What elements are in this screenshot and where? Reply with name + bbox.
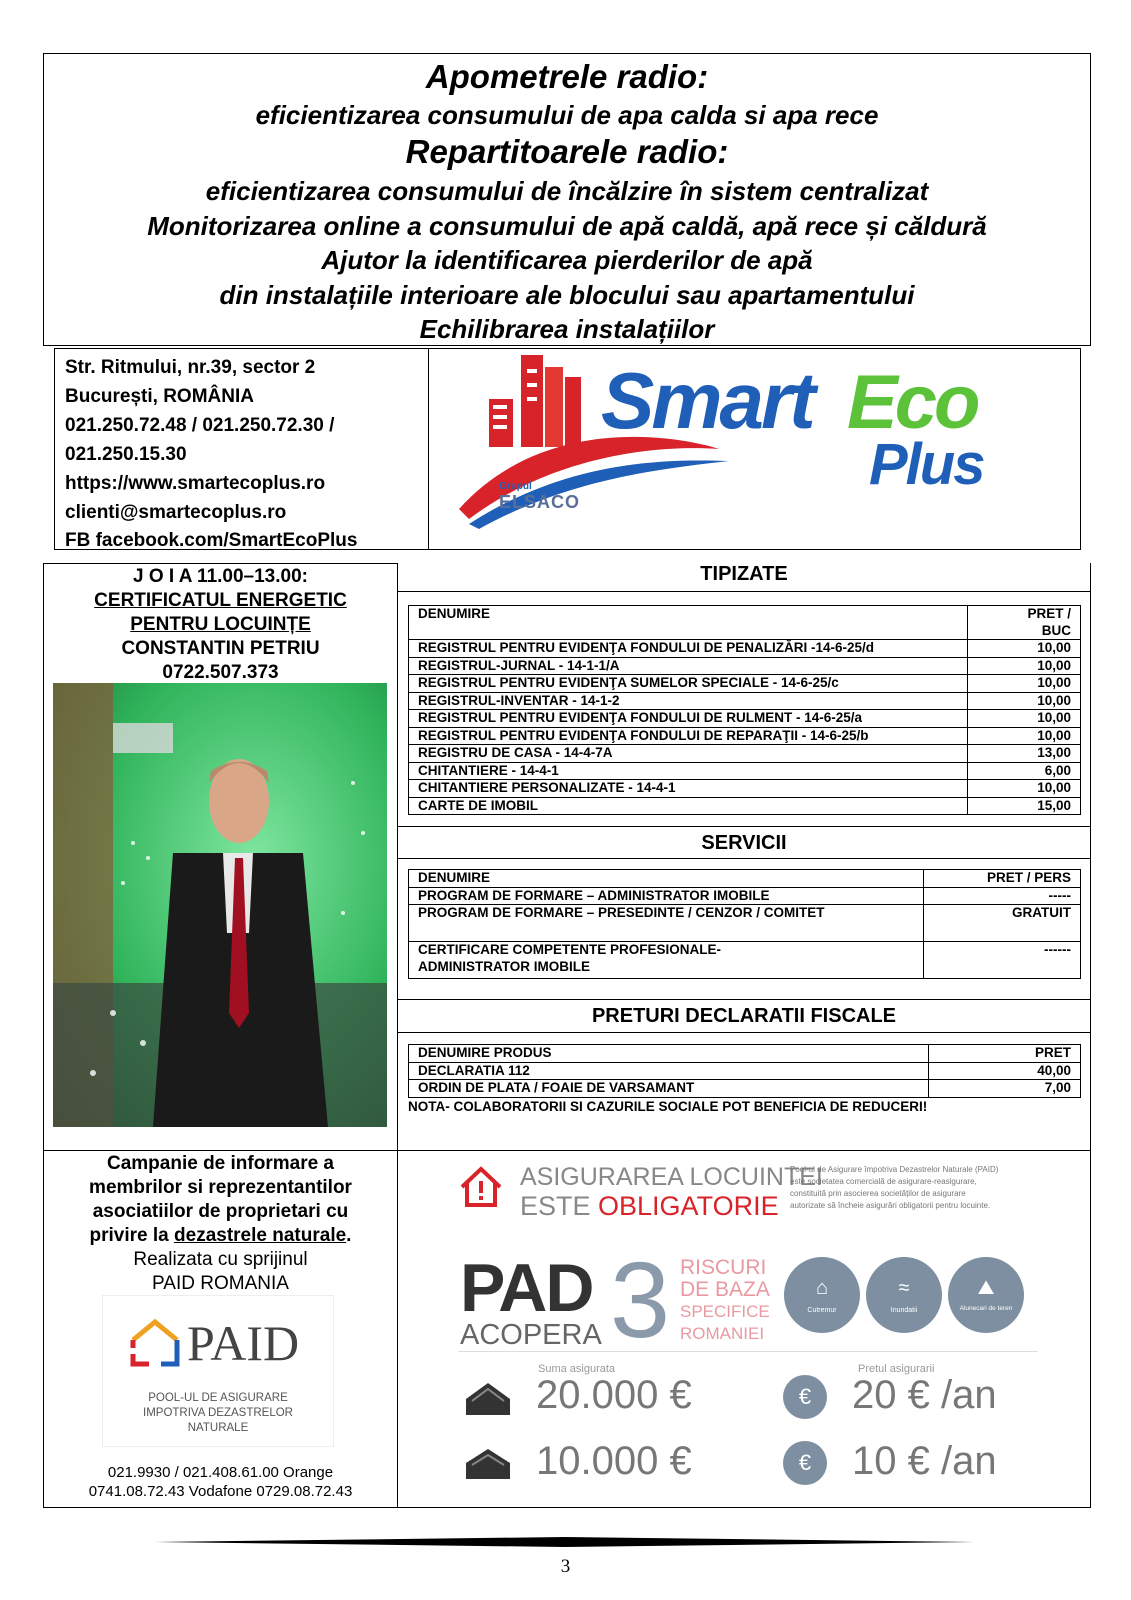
pad-infographic [397,1150,1091,1508]
banner [43,53,1091,346]
paid-subtitle: POOL-UL DE ASIGURARE [148,1392,288,1404]
item-name: REGISTRUL PENTRU EVIDENŢA SUMELOR SPECIALE - 14-6-25/c [409,675,968,693]
item-price: 10,00 [968,675,1081,693]
pad-riscuri [680,1257,770,1345]
pad-description: autorizate să încheie asigurări obligatorii pentru locuinte. [790,1201,991,1210]
item-name: CHITANTIERE PERSONALIZATE - 14-4-1 [409,780,968,798]
suma-label: Suma asigurata [538,1363,616,1375]
table-row [409,905,1081,942]
pad-description: este societatea comercială de asigurare-reasigurare, [790,1177,977,1186]
item-price: 6,00 [968,762,1081,780]
product-price: 40,00 [929,1062,1081,1080]
service-name: CERTIFICARE COMPETENTE PROFESIONALE- ADMINISTRATOR IMOBILE [409,942,924,979]
contact-address: Str. Ritmului, nr.39, sector 2 [65,357,316,378]
pad-word: PAD [460,1250,593,1326]
service-price: GRATUIT [924,905,1081,942]
header-denumire: DENUMIRE [409,870,924,888]
landslide-icon: ⛰ [977,1277,995,1299]
pad-title-text: ESTE [520,1191,599,1221]
header-denumire-produs: DENUMIRE PRODUS [409,1045,929,1063]
paid-subtitle: IMPOTRIVA DEZASTRELOR [143,1407,293,1419]
campanie-line [44,1225,397,1247]
header-pret [968,606,1081,640]
risk-label: Cutremur [807,1307,837,1314]
product-name: DECLARATIA 112 [409,1062,929,1080]
risk-label: Inundatii [890,1307,918,1314]
item-name: REGISTRUL PENTRU EVIDENŢA FONDULUI DE REPARAŢII - 14-6-25/b [409,727,968,745]
riscuri-line: ROMANIEI [680,1324,765,1343]
banner-title-repartitoare: Repartitoarele radio: [405,133,729,170]
risk-flood [866,1257,942,1333]
contact-city: București, ROMÂNIA [65,386,254,407]
declaratii-table [408,1044,1081,1098]
logo-grupul: Grupul [499,481,532,492]
banner-line: Monitorizarea online a consumului de apă caldă, apă rece și căldură [147,211,987,241]
footer-rule [155,1536,975,1548]
paid-house-icon [127,1318,183,1370]
table-row [409,692,1081,710]
campanie-box [43,1150,398,1508]
servicii-heading: SERVICII [701,832,787,854]
contact-person-phone: 0722.507.373 [162,662,279,683]
servicii-table [408,869,1081,979]
header-denumire: DENUMIRE [409,606,968,640]
item-price: 13,00 [968,745,1081,763]
contact-facebook-link[interactable]: FB facebook.com/SmartEcoPlus [65,530,358,551]
riscuri-line: DE BAZA [680,1278,770,1301]
house-icon [462,1445,514,1485]
table-row [409,1080,1081,1098]
table-row [409,640,1081,658]
contact-person-name: CONSTANTIN PETRIU [121,638,320,659]
item-price: 10,00 [968,657,1081,675]
item-price: 10,00 [968,640,1081,658]
table-row [409,710,1081,728]
table-row [409,1062,1081,1080]
table-row [409,887,1081,905]
risk-landslide [948,1257,1024,1333]
header-pret: PRET / PERS [924,870,1081,888]
divider [398,858,1090,859]
tipizate-table [408,605,1081,815]
campanie-line: asociatiilor de proprietari cu [92,1201,349,1222]
suma-value: 10.000 € [536,1439,692,1483]
house-icon: ⌂ [815,1277,829,1299]
campanie-line: membrilor si reprezentantilor [89,1177,352,1198]
header-pret-line1: PRET / [1027,606,1071,621]
riscuri-line: SPECIFICE [680,1302,770,1321]
item-name: CARTE DE IMOBIL [409,797,968,815]
risk-earthquake [784,1257,860,1333]
declaratii-heading: PRETURI DECLARATII FISCALE [591,1005,897,1027]
table-row [409,727,1081,745]
dezastre-naturale-text: dezastrele naturale [174,1225,347,1246]
contact-phones: 021.250.15.30 [65,444,187,465]
header-pret: PRET [929,1045,1081,1063]
item-price: 10,00 [968,710,1081,728]
certificat-title: CERTIFICATUL ENERGETIC [94,590,347,611]
divider [398,999,1090,1000]
divider [458,1351,1038,1352]
pad-obligatorie: OBLIGATORIE [598,1191,779,1221]
banner-line: eficientizarea consumului de apa calda si apa rece [255,100,879,130]
schedule: J O I A 11.00–13.00: [133,566,308,587]
table-header-row [409,606,1081,640]
campanie-support: PAID ROMANIA [152,1273,289,1294]
product-name: ORDIN DE PLATA / FOAIE DE VARSAMANT [409,1080,929,1098]
table-row [409,780,1081,798]
item-name: CHITANTIERE - 14-4-1 [409,762,968,780]
header-pret-line2: BUC [1041,622,1071,638]
campanie-text: . [346,1225,352,1246]
house-alert-icon [458,1165,504,1211]
service-name: PROGRAM DE FORMARE – ADMINISTRATOR IMOBILE [409,887,924,905]
item-price: 10,00 [968,727,1081,745]
page-number: 3 [560,1556,571,1577]
riscuri-line: RISCURI [680,1256,767,1279]
table-row [409,745,1081,763]
person-photo [53,683,387,1127]
pret-value: 20 € /an [852,1373,997,1417]
paid-phones: 021.9930 / 021.408.61.00 Orange [107,1464,334,1481]
pad-acopera: ACOPERA [460,1319,602,1351]
pret-label: Pretul asigurarii [858,1363,935,1375]
discount-note: NOTA- COLABORATORII SI CAZURILE SOCIALE POT BENEFICIA DE REDUCERI! [408,1099,928,1114]
contact-box [54,348,429,550]
suma-value: 20.000 € [536,1373,692,1417]
item-name: REGISTRUL PENTRU EVIDENŢA FONDULUI DE RULMENT - 14-6-25/a [409,710,968,728]
item-price: 10,00 [968,780,1081,798]
table-header-row [409,1045,1081,1063]
tipizate-heading: TIPIZATE [398,563,1090,586]
banner-line: din instalațiile interioare ale blocului sau apartamentului [219,280,915,310]
divider [398,826,1090,827]
table-row [409,675,1081,693]
risk-label: Alunecari de teren [959,1305,1013,1312]
paid-phones: 0741.08.72.43 Vodafone 0729.08.72.43 [88,1483,353,1500]
euro-icon: € [783,1375,827,1419]
logo-eco: Eco [847,360,978,445]
item-price: 15,00 [968,797,1081,815]
price-lists-box [397,563,1091,1151]
service-price: ------ [924,942,1081,979]
table-row [409,657,1081,675]
paid-subtitle: NATURALE [187,1422,249,1434]
product-price: 7,00 [929,1080,1081,1098]
divider [398,1032,1090,1033]
smart-eco-plus-logo [428,348,1081,550]
table-row [409,762,1081,780]
campanie-support: Realizata cu sprijinul [133,1249,308,1270]
wave-icon: ≈ [898,1277,910,1299]
contact-email-link[interactable]: clienti@smartecoplus.ro [65,502,287,523]
paid-logo [102,1295,334,1447]
banner-line: Echilibrarea instalațiilor [419,314,715,344]
banner-line: eficientizarea consumului de încălzire în sistem centralizat [205,176,929,206]
banner-title-apometre: Apometrele radio: [425,58,709,95]
item-name: REGISTRUL-JURNAL - 14-1-1/A [409,657,968,675]
item-name: REGISTRUL PENTRU EVIDENŢA FONDULUI DE PENALIZĂRI -14-6-25/d [409,640,968,658]
campanie-text: privire la [89,1225,175,1246]
contact-phones: 021.250.72.48 / 021.250.72.30 / [65,415,335,436]
contact-website-link[interactable]: https://www.smartecoplus.ro [65,473,326,494]
service-price: ----- [924,887,1081,905]
certificat-title: PENTRU LOCUINȚE [130,614,311,635]
service-name: PROGRAM DE FORMARE – PRESEDINTE / CENZOR / COMITET [409,905,924,942]
euro-icon: € [783,1441,827,1485]
divider [398,591,1090,592]
campanie-line: Campanie de informare a [106,1153,335,1174]
certificat-energetic-box [43,563,398,1151]
paid-word: PAID [187,1315,300,1371]
pad-title [520,1191,779,1222]
item-price: 10,00 [968,692,1081,710]
pret-value: 10 € /an [852,1439,997,1483]
item-name: REGISTRUL-INVENTAR - 14-1-2 [409,692,968,710]
table-row [409,797,1081,815]
table-header-row [409,870,1081,888]
pad-description: constituită prin asocierea societăților de asigurare [790,1189,966,1198]
table-row [409,942,1081,979]
house-icon [462,1379,514,1419]
pad-description: Pool-ul de Asigurare împotriva Dezastrelor Naturale (PAID) [790,1165,999,1174]
logo-smart: Smart [601,356,813,445]
pad-three: 3 [610,1239,671,1360]
pad-title: ASIGURAREA LOCUINTEI [520,1163,823,1191]
item-name: REGISTRU DE CASA - 14-4-7A [409,745,968,763]
banner-line: Ajutor la identificarea pierderilor de apă [321,245,813,275]
logo-elsaco: ELSACO [499,492,581,512]
logo-plus: Plus [869,432,984,497]
